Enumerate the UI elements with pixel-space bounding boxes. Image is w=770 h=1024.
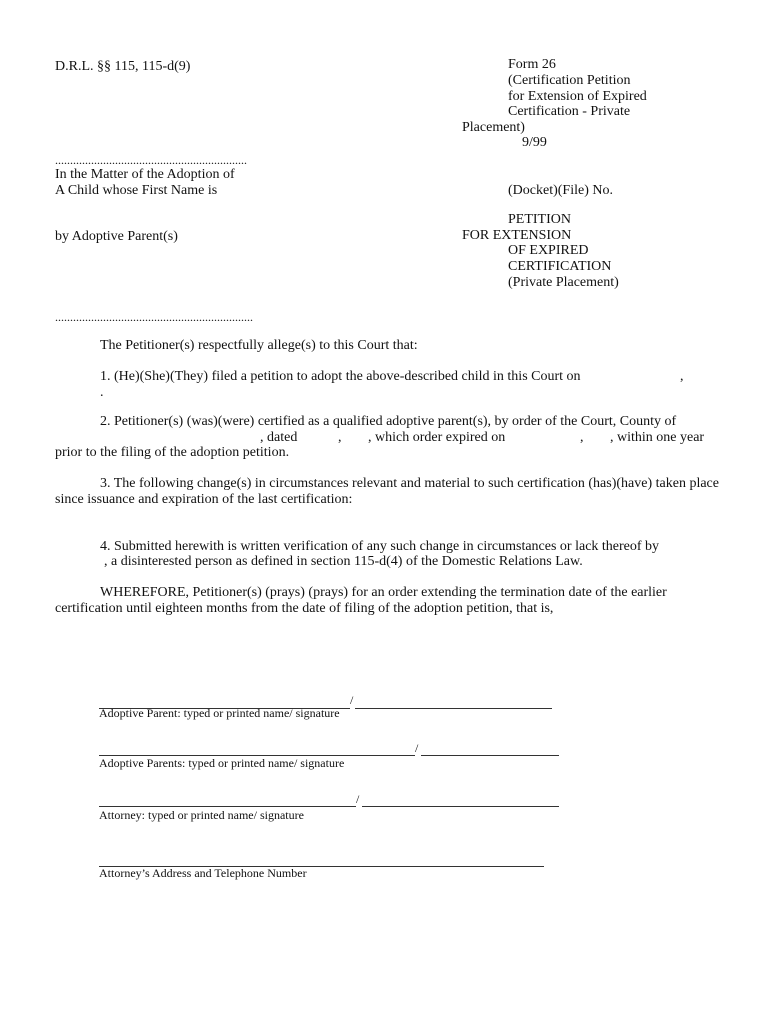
paragraph-2-dated: , dated: [260, 430, 298, 445]
paragraph-1-comma: ,: [680, 369, 684, 384]
petition-title-line: FOR EXTENSION: [462, 228, 572, 243]
wherefore-line-1: WHEREFORE, Petitioner(s) (prays) (prays) for an order extending the termination date of the earlier: [100, 585, 667, 600]
petition-title-line: (Private Placement): [508, 275, 619, 290]
paragraph-3-line-2: since issuance and expiration of the last certification:: [55, 492, 353, 507]
adoptive-parent-signature-line[interactable]: [355, 708, 552, 709]
paragraph-2-line-3: prior to the filing of the adoption petition.: [55, 445, 290, 460]
docket-number-label: (Docket)(File) No.: [508, 183, 613, 198]
matter-line-1: In the Matter of the Adoption of: [55, 167, 235, 182]
paragraph-2-line-1: 2. Petitioner(s) (was)(were) certified as a qualified adoptive parent(s), by order of the Court, County of: [100, 414, 677, 429]
form-number: Form 26: [508, 57, 556, 72]
petition-title-line: PETITION: [508, 212, 571, 227]
paragraph-3-line-1: 3. The following change(s) in circumstances relevant and material to such certification (has)(have) taken place: [100, 476, 719, 491]
signature-slash: /: [350, 693, 354, 707]
attorney-signature-line[interactable]: [362, 806, 559, 807]
adoptive-parents-label: Adoptive Parents: typed or printed name/ signature: [99, 756, 345, 770]
form-description-line: (Certification Petition: [508, 73, 631, 88]
paragraph-4-line-1: 4. Submitted herewith is written verification of any such change in circumstances or lack thereof by: [100, 539, 660, 554]
form-description-line: Placement): [462, 120, 525, 135]
form-description-line: Certification - Private: [508, 104, 631, 119]
statute-reference: D.R.L. §§ 115, 115-d(9): [55, 59, 191, 74]
signature-slash: /: [356, 792, 360, 806]
attorney-label: Attorney: typed or printed name/ signature: [99, 808, 304, 822]
adoptive-parents-signature-line[interactable]: [421, 755, 559, 756]
paragraph-4-line-2: , a disinterested person as defined in section 115-d(4) of the Domestic Relations Law.: [104, 554, 583, 569]
caption-dotted-rule-bottom: ..................................................................: [55, 310, 253, 324]
paragraph-2-expired: , which order expired on: [368, 430, 506, 445]
paragraph-2-comma: ,: [580, 430, 584, 445]
paragraph-2-within: , within one year: [610, 430, 705, 445]
petition-title-line: CERTIFICATION: [508, 259, 612, 274]
paragraph-2-comma: ,: [338, 430, 342, 445]
matter-line-2: A Child whose First Name is: [55, 183, 218, 198]
wherefore-line-2: certification until eighteen months from the date of filing of the adoption petition, that is,: [55, 601, 554, 616]
intro-paragraph: The Petitioner(s) respectfully allege(s) to this Court that:: [100, 338, 418, 353]
petition-title-line: OF EXPIRED: [508, 243, 589, 258]
attorney-address-label: Attorney’s Address and Telephone Number: [99, 866, 307, 880]
form-description-line: for Extension of Expired: [508, 89, 647, 104]
form-date: 9/99: [522, 135, 547, 150]
paragraph-1: 1. (He)(She)(They) filed a petition to adopt the above-described child in this Court on: [100, 369, 581, 384]
paragraph-1-period: .: [100, 385, 104, 400]
adoptive-parent-label: Adoptive Parent: typed or printed name/ signature: [99, 706, 340, 720]
caption-dotted-rule-top: ................................................................: [55, 153, 247, 167]
signature-slash: /: [415, 741, 419, 755]
adoptive-parents-caption: by Adoptive Parent(s): [55, 229, 178, 244]
